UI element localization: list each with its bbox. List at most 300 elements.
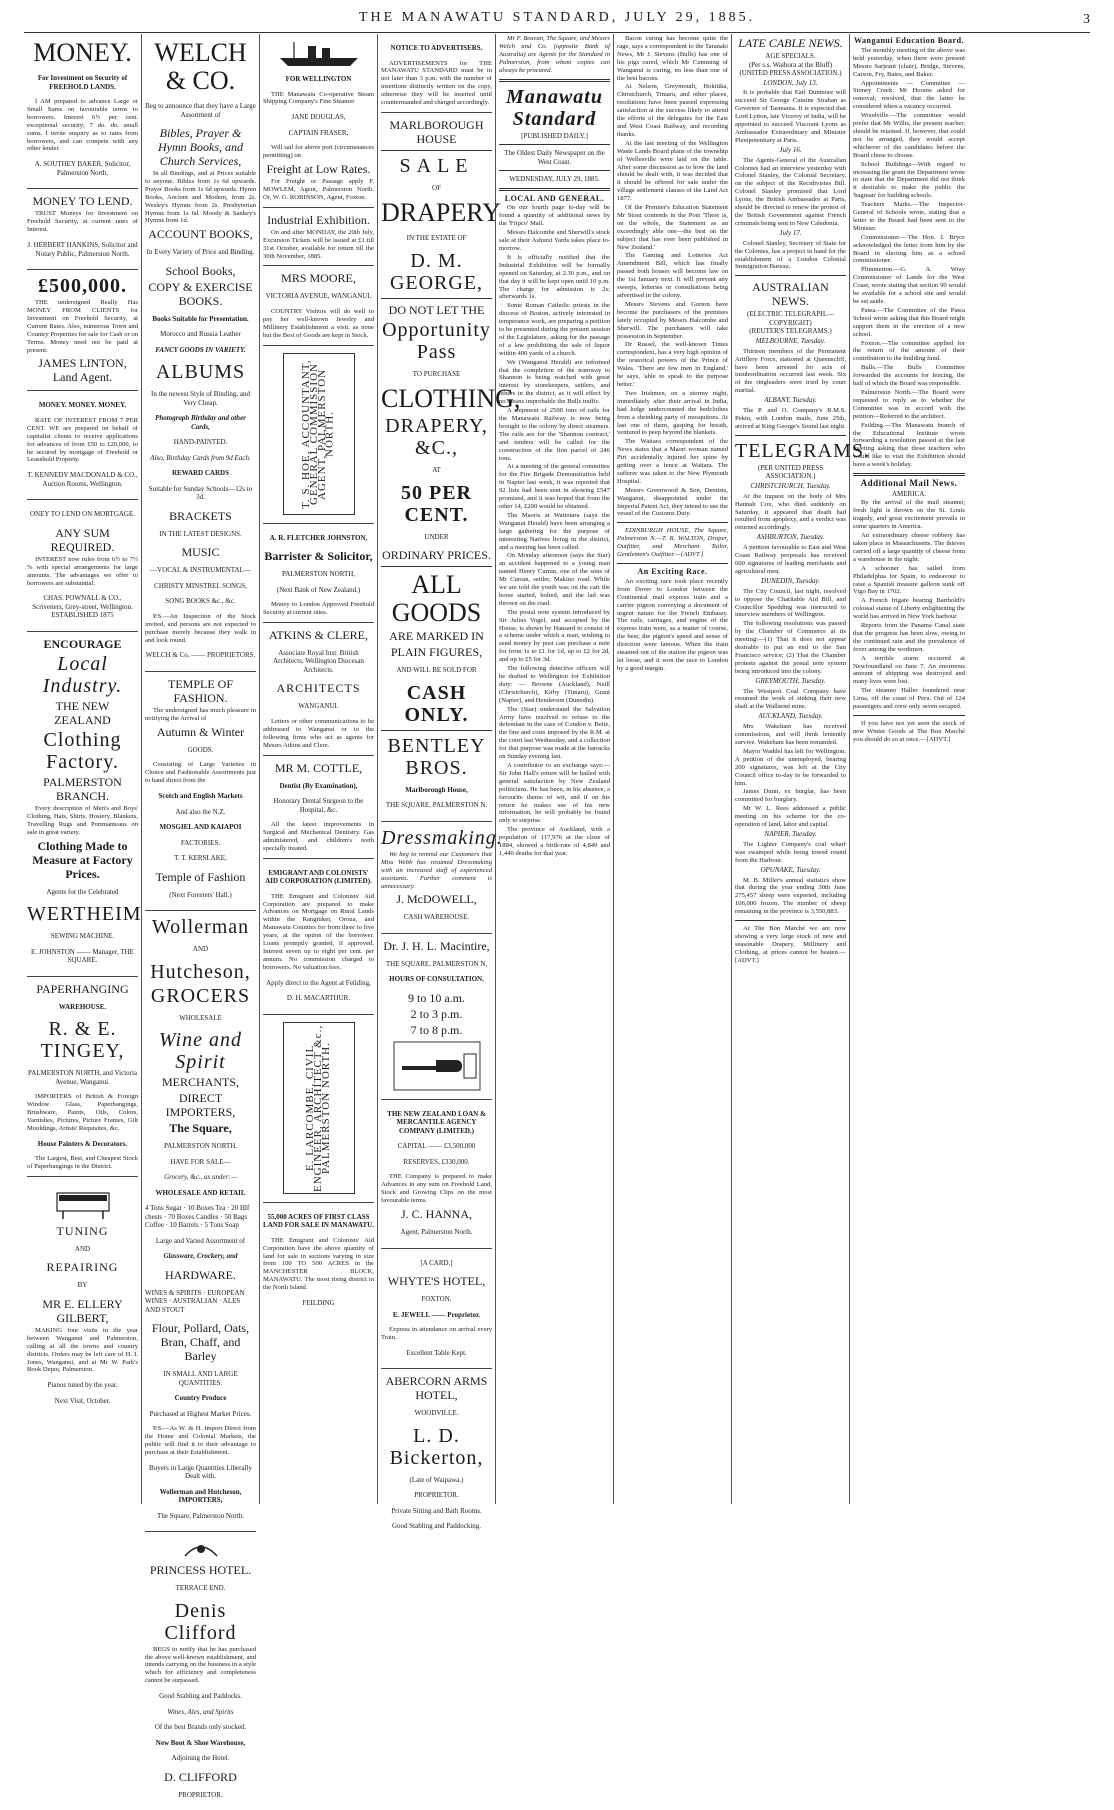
captain: CAPTAIN FRASER,	[288, 128, 349, 137]
wholesale: WHOLESALE	[179, 1013, 222, 1022]
education-board: Wanganui Education Board.	[853, 36, 965, 45]
news-8: Two Irishmen, on a stormy night, immediately after their arrival in India, had lodge undercounted the bedclothes from a shrinking party of mosquitoes. At last one of them, gasping for breath, ventured to peep beyond the blankets.	[617, 389, 728, 437]
welch-heading: WELCH & CO.	[154, 38, 247, 95]
proprietor: PROPRIETOR.	[178, 1790, 223, 1799]
denis-clifford: Denis Clifford	[164, 1599, 237, 1644]
board-6: Commissioner.—The Hon. J. Bryce acknowledged the letter from him by the Board in electing him as a school commissioner.	[853, 233, 965, 265]
napier-dateline: NAPIER, Tuesday.	[764, 829, 817, 838]
buyers: Buyers in Large Quantities Liberally Dealt with.	[149, 1463, 252, 1481]
money3-signature: T. KENNEDY MACDONALD & CO., Auction Rooms, Wellington.	[27, 471, 138, 488]
local-industry: Local Industry.	[42, 652, 123, 697]
emigrant-signature: D. H. MACARTHUR.	[286, 994, 351, 1003]
emigrant-ad	[263, 859, 374, 1015]
albums-sub: In the newest Style of Binding, and Very Cheap.	[151, 390, 250, 407]
cottle-body: All the latest improvements in Surgical and Mechanical Dentistry. Gas administered, and children's teeth specially treated.	[263, 821, 374, 852]
cottle-ad	[263, 756, 374, 859]
oldest: The Oldest Daily Newspaper on the West Coast.	[504, 149, 605, 166]
masthead-title: THE MANAWATU STANDARD, JULY 29, 1885.	[358, 10, 756, 25]
sewing-machine: SEWING MACHINE.	[50, 932, 115, 941]
masthead	[24, 10, 1090, 33]
news-9: The Waitara correspondent of the News states that a Maori woman named Piri accidentally injured her spine by getting over a fence at Waitara. The sufferer was taken to the New Plymouth Hospital.	[617, 438, 728, 485]
amount-ad	[27, 270, 138, 391]
local-1: On our fourth page to-day will be found a quantity of additional news by the 'Fripco' Mail.	[499, 204, 610, 228]
abercorn-ad	[381, 1369, 492, 1542]
have-for-sale: HAVE FOR SALE—	[170, 1157, 231, 1166]
song-books: SONG BOOKS &c., &c.	[165, 597, 236, 606]
local-6: A shipment of 2500 tons of rails for the Manawatu Railway is now being brought to the colony by direct steamers. The rails are for the 'Shannon contract,' and tenders will be called for the construction of the first parcel of 246 tons.	[499, 407, 610, 462]
melbourne-dateline: MELBOURNE, Tuesday.	[755, 336, 826, 345]
boot-shoe-sub: Adjoining the Hotel.	[171, 1754, 230, 1763]
col8-ad: If you have not yet seen the stock of new Winter Goods at The Bon Marché you should do so at once.—[ADVT.]	[853, 720, 965, 743]
news-5: The Gaming and Lotteries Act Amendment Bill, which has finally passed both houses will become law on the 1st January next. It will prevent any sweeps, lotteries or consultations being advertised in the colony.	[617, 252, 728, 299]
encourage: ENCOURAGE	[43, 636, 122, 651]
column-1	[24, 34, 142, 1504]
sold-for: AND WILL BE SOLD FOR	[396, 666, 477, 675]
macintire: Dr. J. H. L. Macintire,	[383, 938, 490, 953]
atkins-wanganui: WANGANUI.	[298, 702, 339, 711]
freight: Freight at Low Rates.	[266, 162, 371, 177]
cottle: MR M. COTTLE,	[274, 760, 363, 775]
tuning: TUNING	[56, 1223, 109, 1238]
account-books: ACCOUNT BOOKS,	[148, 227, 253, 242]
mortgage-ad	[27, 500, 138, 632]
larcombe-ad	[263, 1015, 374, 1203]
private-rooms: Private Sitting and Bath Rooms.	[391, 1506, 482, 1515]
ordinary-prices: ORDINARY PRICES.	[382, 548, 491, 563]
emigrant-apply: Apply direct to the Agent at Feilding,	[266, 978, 371, 987]
dunedin-dateline: DUNEDIN, Tuesday.	[761, 576, 820, 585]
notice-heading: NOTICE TO ADVERTISERS.	[390, 44, 483, 52]
board-12: Feilding.—The Manawatu branch of the Educational Institute wrote forwarding a resolution passed at the last meeting asking that those teachers who would like to visit the Exhibition should have a week's holiday.	[853, 421, 965, 469]
nz-also: And also the N.Z.	[175, 807, 226, 816]
telegram-4: The following resolutions was passed by the Chamber of Commerce at its meeting:—(1) That it does not appear desirable to put an end to the San Francisco service; (2) That the Chamber protests against the postal note system being introduced into the colony.	[735, 620, 846, 675]
country-produce: Country Produce	[174, 1394, 227, 1402]
wholesale-retail: WHOLESALE AND RETAIL	[155, 1188, 246, 1197]
to-purchase: TO PURCHASE	[412, 369, 461, 378]
cash-warehouse: CASH WAREHOUSE.	[403, 913, 470, 922]
column-5	[496, 34, 614, 1504]
decorators: House Painters & Decorators.	[37, 1139, 128, 1148]
wines-ales-sub: Of the best Brands only stocked.	[154, 1723, 247, 1732]
albany-dateline: ALBANY, Tuesday.	[764, 396, 817, 405]
local-7: At a meeting of the general committee for the Fire Brigade Demonstration held in Napier last week, it was reported that 92 lists had been sent in showing £547 promised, and it was hoped that from the other 14, £200 would be obtained.	[499, 463, 610, 510]
bibles: Bibles, Prayer & Hymn Books, and Church Services,	[158, 126, 243, 168]
flour: Flour, Pollard, Oats, Bran, Chaff, and Barley	[151, 1321, 250, 1363]
electric: (ELECTRIC TELEGRAPH.—COPYRIGHT)	[747, 310, 834, 327]
america: AMERICA.	[891, 489, 927, 498]
albums: ALBUMS	[155, 361, 246, 384]
express: Express in attendance on arrival every Train.	[381, 1326, 492, 1341]
under: UNDER	[424, 532, 449, 541]
all-goods: ALL GOODS	[391, 570, 482, 628]
paperhanging: PAPERHANGING	[36, 981, 129, 996]
late-cable: LATE CABLE NEWS.	[738, 36, 843, 50]
waihora: (Per s.s. Waihora at the Bluff)	[748, 60, 833, 69]
hanna: J. C. HANNA,	[400, 1207, 472, 1222]
ps: P.S.—As W. & H. Import Direct from the Home and Colonial Markets, the public will find it to their advantage to purchase at their Establishment.	[145, 1425, 256, 1456]
for-wellington: FOR WELLINGTON	[285, 75, 352, 83]
cable-5: The P. and O. Company's R.M.S. Pekin, with London mails, June 25th, arrived at King George's Sound last night.	[735, 407, 846, 430]
lend-ad	[27, 189, 138, 270]
board-4: School Buildings—With regard to increasing the grant the Department wrote to state that the Department did not think it desirable to make the public the 'bagman' for building schools.	[853, 160, 965, 200]
next-visit: Next Visit, October.	[54, 1396, 111, 1405]
any-sum-body: INTEREST now rules from 6½ to 7½ % with special arrangements for large amounts. The advantages we offer to borrowers are substantial.	[27, 555, 138, 587]
drapery2: DRAPERY, &C.,	[385, 415, 488, 460]
local-14: The province of Auckland, with a population of 117,976 at the close of 1884, showed a birth-rate of 4,849 and 1,440 deaths for that year.	[499, 826, 610, 857]
moore-body: COUNTRY Visitors will do well to pay her well-known Jewelry and Millinery Establishment a visit, as none but the Best of Goods are kept in Stock.	[263, 307, 374, 339]
temple2: Temple of Fashion	[155, 869, 246, 884]
atkins-sub: Associate Royal Inst. British Architects, Wellington Diocesan Architects.	[273, 648, 364, 674]
america-1: By the arrival of the mail steamer, fresh light is thrown on the St. Louis tragedy, and great excitement prevails in some quarters in America.	[853, 499, 965, 531]
marlborough-ad	[381, 113, 521, 822]
opportunity: Opportunity Pass	[382, 318, 491, 363]
gilbert-body: MAKING four visits in the year between Wanganui and Palmerston, calling at all the towns and country districts. Orders may be left care of H. I. Jones, Wanganui, and at Mr W. Park's Book Depot, Palmerston.	[27, 1326, 138, 1374]
loan-body: THE Company is prepared to make Advances in any sum on Freehold Land, Stock and Growing Clips on the most favourable terms.	[381, 1173, 492, 1205]
bickerton: L. D. Bickerton,	[389, 1424, 484, 1469]
money3-heading: MONEY. MONEY. MONEY.	[38, 401, 127, 410]
paperhanging-ad	[27, 977, 138, 1177]
denis-body: BEGS to notify that he has purchased the above well-known establishment, and intends carrying on the business in a style which for efficiency and completeness cannot be surpassed.	[145, 1645, 256, 1685]
brackets-sub: IN THE LATEST DESIGNS.	[159, 529, 242, 538]
barrister: Barrister & Solicitor,	[264, 549, 373, 564]
board-5: Teachers Marks.—The Inspector-General of Schools wrote, stating that a letter to the Board had been sent to the Minister.	[853, 201, 965, 232]
tuning-and: AND	[74, 1244, 91, 1253]
edinburgh-ad: EDINBURGH HOUSE, The Square, Palmerston N.—T. R. WALTON, Draper, Outfitter, and Merchant Tailor, Gentlemen's Outfitter.—[ADVT.]	[617, 527, 728, 559]
america-2: An extraordinary cheese robbery has taken place in Massachusetts. The thieves carried off a large quantity of cheese from a warehouse in the night.	[853, 532, 965, 563]
loan-ad	[381, 1100, 492, 1249]
emigrant-heading: EMIGRANT AND COLONISTS' AID CORPORATION (LIMITED).	[265, 868, 372, 886]
atkins: ATKINS & CLERE,	[269, 627, 368, 642]
steamer-intro: THE Manawatu Co-operative Steam Shipping Company's Fine Steamer	[263, 90, 374, 106]
local-9: On Monday afternoon (says the Star) an accident happened to a young man named Henry Curran, one of the sons of Mr Curran, settler, Makino road. While we are told the youth was on the cart the horse started, bolted, and the lad was thrown on the road.	[499, 552, 610, 607]
stock: The Largest, Best, and Cheapest Stock of Paperhangings in the District.	[27, 1155, 138, 1171]
page-number: 3	[1083, 12, 1090, 27]
fletcher-sub: (Next Bank of New Zealand.)	[276, 585, 361, 594]
local-5: We (Wanganui Herald) are informed that the completion of the tramway to Shannon is being watched with great interest by storekeepers, settlers, and others in the district, as it will effect by no means improbable the Bulls traffic.	[499, 358, 610, 406]
welch-signature: WELCH & Co. —— PROPRIETORS.	[145, 651, 256, 660]
direct-importers: DIRECT IMPORTERS,	[165, 1091, 236, 1119]
clothing-factory-ad	[27, 632, 142, 977]
passage: For Freight or Passage apply F. MOWLEM, Agent, Palmerston North. Or, W. G. ROBINSON, Agent, Foxton.	[263, 178, 374, 201]
piano-icon	[53, 1183, 113, 1221]
hoe-ad	[263, 346, 374, 524]
hours-2: 2 to 3 p.m.	[410, 1006, 463, 1021]
branch-body: Every description of Men's and Boys' Clothing, Hats, Shirts, Hosiery, Blankets, Travelling Rugs and Portmanteaus on sale in great variety.	[27, 804, 138, 836]
the-square: The Square,	[169, 1121, 232, 1135]
exhibition-ad	[263, 208, 374, 267]
larcombe-box-text: E. LARCOMBE, CIVIL ENGINEER, ARCHITECT &c., PALMERSTON NORTH.	[303, 1024, 332, 1192]
column-6	[614, 34, 732, 1504]
inspection: P.S.—An Inspection of the Stock invited, and persons are not expected to purchase merely because they walk in and look round.	[145, 612, 256, 644]
bentley-house: Marlborough House,	[405, 785, 468, 794]
board-11: Palmerston North.—The Board were requested to reply as to whether the Committee was in accord with the petition—Referred to the architect.	[853, 388, 965, 420]
local-12: The (Star) understand the Salvation Army have resolved to refuse to the defendant in the case of Condon v. Beitz, the fine and costs imposed by the R.M. at the court last Wednesday, and a collection for that purpose was made at the barracks on Sunday evening last.	[499, 705, 610, 761]
news-3: At the last meeting of the Wellington Waste Lands Board plans of the township of Wellesville were laid on the table. After some discussion as to how the land should be dealt with, it was decided that it should be offered for sale under the village settlement clauses of the Land Act 1877.	[617, 139, 728, 203]
waipawa: (Late of Waipawa.)	[409, 1475, 464, 1484]
palmerston-north: PALMERSTON NORTH.	[163, 1142, 238, 1150]
account-sub: In Every Variety of Price and Binding.	[146, 248, 255, 257]
lend-body: TRUST Moneys for Investment on Freehold Security, at current rates of Interest.	[27, 210, 138, 234]
news-10: Messrs Greenwood & Son, Dentists, Wanganui, disappointed under the Imperial Patent Act, they intend to use the vessel of the Customs Duty.	[617, 486, 728, 518]
abercorn-proprietor: PROPRIETOR.	[414, 1491, 459, 1500]
copy-books: COPY & EXERCISE BOOKS.	[148, 279, 253, 308]
dont: DO NOT LET THE	[388, 302, 485, 317]
feilding: FEILDING	[302, 1299, 335, 1308]
repairing: REPAIRING	[46, 1260, 119, 1275]
money-heading: MONEY.	[33, 38, 132, 67]
local-8: The Maoris at Waitotara (says the Wanganui Herald) have been arranging a large gathering for the purpose of interesting Natives living in the district, and a meeting has been called.	[499, 511, 610, 551]
reward-sub: Suitable for Sunday Schools—12s to 3d.	[148, 484, 253, 502]
reuter: (REUTER'S TELEGRAMS.)	[749, 327, 832, 336]
telegram-6: Mrs Wakeham has received commissions, and will think leniently survive. Wakeham has been remanded.	[735, 723, 846, 746]
mrs-moore: MRS MOORE,	[281, 271, 356, 286]
reward-cards: REWARD CARDS	[172, 469, 229, 478]
cable-1: It is probable that Earl Dunmore will succeed Sir George Cumine Strahan as Governor of Tasmania. It is expected that Lord Lytton, late Viceroy of India, will be appointed to succeed Viscount Lyons as Ambassador Extraordinary and Minister Plenipotentiary at Paris.	[735, 89, 846, 144]
assorted: Large and Varied Assortment of	[155, 1236, 246, 1245]
grocery-list: 4 Tons Sugar · 10 Boxes Tea · 20 Hlf chests · 70 Boxes Candles · 50 Bags Coffee · 10 Barrels · 5 Tons Soap	[145, 1204, 250, 1229]
drapery: DRAPERY	[381, 198, 501, 228]
temple-body: The undersigned has much pleasure in notifying the Arrival of	[145, 706, 256, 722]
amount-signature: JAMES LINTON, Land Agent.	[38, 356, 127, 385]
steamship-icon	[274, 40, 364, 68]
mortgage-heading: ONEY TO LEND ON MORTGAGE.	[29, 510, 136, 519]
atkins-ad	[263, 623, 374, 756]
wines-ales: Wines, Ales, and Spirits	[167, 1707, 234, 1716]
hours-1: 9 to 10 a.m.	[408, 990, 465, 1005]
music-sub: —VOCAL & INSTRUMENTAL—	[150, 566, 251, 575]
agents: Agents for the Celebrated	[46, 887, 119, 896]
new-zealand: THE NEW ZEALAND	[54, 698, 111, 727]
hoe-box-text: T. S. HOE, ACCOUNTANT, GENERAL COMMISSION AGENT, PALMERSTON NORTH.	[299, 358, 336, 509]
school-books: School Books,	[165, 263, 236, 278]
board-3: Woodville.—The committee would prefer that Mr Willis, the present teacher, should be retained. If, however, that could not be arranged, they would accept whichever of the candidates before the Board chose to choose.	[853, 112, 965, 159]
telegram-5: The Westport Coal Company have resumed the work of sinking their new shaft at the Wallsend mine.	[735, 687, 846, 711]
flour-sub: IN SMALL AND LARGE QUANTITIES.	[163, 1370, 238, 1387]
table: Excellent Table Kept.	[406, 1348, 467, 1357]
board-7: Plimmerton.—G. A. Wray Commissioner of Lands for the West Coast, wrote stating that section 90 would be available for a school site and would be set aside.	[853, 266, 965, 305]
dentist: Dentist (By Examination),	[279, 781, 358, 790]
macintire-address: THE SQUARE, PALMERSTON N.	[385, 959, 488, 968]
autumn-winter: Autumn & Winter	[156, 724, 245, 739]
tingey: R. & E. TINGEY,	[40, 1018, 125, 1063]
brackets: BRACKETS	[169, 508, 232, 523]
board-2: Appointments — Committee — Stoney Creek: Mr Hoonie asked for removal; resolved, that the latter be considered when a vacancy occurred.	[853, 79, 965, 111]
board-1: The monthly meeting of the above was held yesterday, when there were present Messrs Sarjeant (chair), Bridge, Stevens, Carson, Fry, Bates, and Baker.	[853, 46, 965, 78]
telegram-8: James Dunn, ex burglar, has been committed for burglary.	[735, 788, 846, 804]
wellington-steamer-ad	[263, 34, 374, 208]
exciting-race: An Exciting Race.	[637, 567, 708, 576]
telegram-7: Mayor Waddel has left for Wellington. A petition of the unemployed, bearing 200 signatures, was left at the City Council office to-day to be forwarded to him.	[735, 747, 846, 787]
christy: CHRISTY MINSTREL SONGS,	[154, 581, 247, 590]
column-7	[732, 34, 870, 1504]
published-daily: [PUBLISHED DAILY.]	[521, 131, 588, 140]
race-body: An exciting race took place recently from Dover to London between the Continental mail express train and a carrier pigeon conveying a document of urgent nature for the French Embassy. The rails, carriages, and engine of the express train were, as a matter of course, the best; the pigeon's speed and sense of direction were famous. When the train steamed out of the station the pigeon was let loose, and it won the race to London by a good margin.	[617, 577, 728, 672]
cable-4: Thirteen members of the Permanent Artillery Force, stationed at Queenscliff, have been arrested for acts of insubordination occurred last week. Six of the ringleaders were tried by court martial.	[735, 347, 846, 395]
sail-info: Will sail for above port (circumstances permitting) on	[263, 144, 374, 160]
manager: E. JOHNSTON —— Manager, THE SQUARE.	[31, 947, 134, 965]
news-4: Of the Premier's Education Statement Mr Stout contends in the Post 'There is, on the whole, the Statement as an exceedingly able one—the best on the subject that has ever been published in New Zealand.'	[617, 204, 728, 251]
goods: GOODS.	[187, 745, 214, 754]
temple2-sub: (Next Foresters' Hall.)	[169, 890, 232, 899]
news-7: Dr Russel, the well-known Times correspondent, has a very high opinion of the oratorical powers of the Prince of Wales. 'There are few men in England,' he says, 'able to speak to the purpose better.'	[617, 341, 728, 388]
princess-hotel: PRINCESS HOTEL.	[149, 1563, 252, 1578]
dressmaking-body: We beg to remind our Customers that Miss Webb has resumed Dressmaking with an increased staff of experienced assistants. Further comment is unnecessary.	[381, 850, 492, 890]
fletcher-ad	[263, 524, 374, 623]
australian-news: AUSTRALIAN NEWS.	[752, 280, 829, 309]
loan-heading: THE NEW ZEALAND LOAN & MERCANTILE AGENCY COMPANY (LIMITED.)	[387, 1109, 486, 1135]
hanna-sub: Agent, Palmerston North.	[400, 1228, 473, 1237]
marlborough: MARLBOROUGH HOUSE	[389, 117, 484, 146]
industrial-exhibition: Industrial Exhibition.	[267, 212, 370, 227]
tingey-address: PALMERSTON NORTH, and Victoria Avenue, Wanganui.	[27, 1069, 138, 1086]
purchased: Purchased at Highest Market Prices.	[149, 1409, 252, 1418]
sale: SALE	[399, 154, 474, 177]
amount-heading: £500,000.	[38, 275, 127, 298]
scotch-english: Scotch and English Markets	[158, 792, 243, 800]
tuning-by: BY	[77, 1281, 88, 1290]
wollerman-ad	[145, 911, 256, 1532]
bentley-address: THE SQUARE, PALMERSTON N.	[385, 801, 488, 810]
bon-marche-ad: At The Bon Marché we are now showing a very large stock of new and seasonable Drapery, Millinery and Clothing, at prices cannot be beaten.—[ADVT.]	[735, 925, 846, 964]
fletcher-money: Money to London Approved Freehold Security at current rates.	[263, 601, 374, 616]
temple-ad	[145, 672, 256, 911]
emigrant-body: THE Emigrant and Colonists' Aid Corporation are prepared to make Advances on Mortgage on Rural Lands within the Rangitikei, Oroua, and Manawatu Counties for from three to five years, at the option of the borrower. Loans promptly granted, if approved. Interest seven up to eight per cent. per annum. No commission charged to borrowers. No valuation fees.	[263, 892, 374, 971]
dressmaking: Dressmaking.	[381, 826, 503, 849]
presentation: Books Suitable for Presentation.	[152, 314, 249, 323]
bibles-body: In all Bindings, and at Prices suitable to anyone. Bibles from 1s 6d upwards. Prayer Books from 1s 6d upwards. Hymn Books, Ancient and Modern, from 2s. Wesley's Hymns from 2s. Presbyterian Hymns from 1s 6d. Moody & Sankey's Hymns from 1d.	[145, 170, 256, 225]
welch-ad	[145, 34, 256, 672]
capital: CAPITAL —— £3,500,000	[397, 1142, 476, 1151]
wertheim: WERTHEIM	[27, 903, 142, 926]
america-5: Reports from the Panama Canal state that the progress has been slow, owing to the continued rain and the prevalence of fever among the workmen.	[853, 622, 965, 653]
jewell: E. JEWELL —— Proprietor.	[392, 1310, 481, 1319]
additional-mail: Additional Mail News.	[860, 478, 958, 489]
architects: ARCHITECTS	[276, 681, 361, 696]
lend-heading: MONEY TO LEND.	[32, 194, 133, 209]
hardware: HARDWARE.	[165, 1267, 236, 1282]
whyte-ad	[381, 1249, 492, 1370]
telegram-1: At the inquest on the body of Mrs Hannah Cox, who died suddenly on Saturday, it appeared that death had resulted from apoplexy, and a verdict was returned accordingly.	[735, 492, 846, 532]
industrial-body: On and after MONDAY, the 20th July, Excursion Tickets will be issued at £1 till 31st October, available for return till the 30th November, 1885.	[263, 228, 374, 260]
stabling: Good Stabling and Paddocks.	[159, 1692, 242, 1701]
money3-body: RATE OF INTEREST FROM 7 PER CENT. WE are prepared on behalf of capitalist clients to receive applications for advances of from £50 to £20,000, to be secured by mortgage of Freehold or Leasehold Property.	[27, 416, 138, 464]
money-ad	[27, 34, 138, 189]
local-3: It is officially notified that the Industrial Exhibition will be formally opened on Saturday, at 2.30 p.m., and on that day it will be kept open until 10 p.m. The charge for admission is 2s; afterwards 1s.	[499, 253, 610, 301]
columns	[24, 34, 1090, 1799]
reserves: RESERVES, £330,000.	[403, 1157, 470, 1166]
local-4: Some Roman Catholic priests in the diocese of Boston, actively interested in temperance work, are preparing a petition to be presented during the present session of the Legislature, asking for the passage of a law prohibiting the sale of liquor within 400 yards of a church.	[499, 302, 610, 357]
board-8: Patea.—The Committee of the Patea School wrote asking that this Board might support them in the erection of a new school.	[853, 306, 965, 338]
mcdowell: J. McDOWELL,	[396, 892, 477, 907]
moore-address: VICTORIA AVENUE, WANGANUI.	[265, 292, 372, 301]
marked: ARE MARKED IN	[389, 629, 484, 644]
george: D. M. GEORGE,	[389, 249, 484, 294]
notice-ad	[381, 34, 492, 113]
telegram-3: The City Council, last night, resolved to oppose the Charitable Aid Bill, and Councillor Spedding was instructed to interview members of Wellington.	[735, 587, 846, 619]
board-10: Bulls.—The Bulls Committee forwarded the accounts for fencing, the half of which the Board was responsible.	[853, 364, 965, 388]
money-money-ad	[27, 391, 138, 500]
pianos-tuned: Pianos tuned by the year.	[47, 1381, 118, 1390]
london-dateline: LONDON, July 13.	[763, 78, 818, 87]
wollerman-and: AND	[192, 945, 209, 953]
cash-only: CASH ONLY.	[404, 681, 469, 726]
atkins-body: Letters or other communications to be addressed to Wanganui or to the following firms who act as agents for Messrs Atkins and Clere.	[263, 717, 374, 749]
factories: FACTORIES.	[180, 838, 221, 847]
goods-body: Consisting of Large Varieties in Choice and Fashionable Assortments just to hand direct from the	[145, 761, 256, 785]
america-3: A schooner has sailed from Philadelphia for Spain, to endeavour to raise a Spanish treasure galleon sunk off Vigo Bay in 1702.	[853, 564, 965, 596]
welch-intro: Beg to announce that they have a Large Assortment of	[145, 102, 256, 119]
any-sum-signature: CHAS. POWNALL & CO., Scriveners, Grey-street, Wellington. ESTABLISHED 1875	[32, 594, 133, 620]
local-2: Messrs Halcombe and Sherwill's stock sale at their Ashurst Yards takes place to-morrow.	[499, 229, 610, 252]
telegrams: TELEGRAMS.	[735, 439, 870, 462]
news-2: At Nelson, Greymouth, Hokitika, Christchurch, Timaru, and other places, resolutions have been passed expressing satisfaction at the success likely to attend the efforts of the delegates for the East and West Coast Railway, and recording thanks.	[617, 83, 728, 138]
plain-figures: PLAIN FIGURES,	[390, 645, 483, 660]
hours-3: 7 to 8 p.m.	[410, 1022, 463, 1037]
dressmaking-ad	[381, 822, 503, 934]
clothing-factory: Clothing Factory.	[43, 728, 122, 773]
issue-date: WEDNESDAY, JULY 29, 1885.	[509, 175, 600, 184]
clifford: D. CLIFFORD	[164, 1769, 237, 1784]
photo-cards: Photograph Birthday and other Cards,	[155, 414, 246, 431]
macintire-ad	[381, 934, 492, 1100]
merchants: MERCHANTS,	[161, 1075, 239, 1089]
branch: PALMERSTON BRANCH.	[43, 774, 122, 803]
at: AT	[432, 466, 441, 475]
america-6: A terrible storm occurred at Newfoundland on June 7. An enormous amount of shipping was destroyed and many lives were lost.	[853, 654, 965, 686]
wines-list: WINES & SPIRITS · EUROPEAN WINES · AUSTRALIAN · ALES AND STOUT	[145, 1288, 245, 1314]
any-sum-heading: ANY SUM REQUIRED.	[50, 525, 115, 554]
larcombe-box	[283, 1022, 355, 1194]
acres-body: THE Emigrant and Colonists' Aid Corporation have the above quantity of land for sale in sections varying in size from 100 TO 500 ACRES in the MANCHESTER BLOCK, MANAWATU. The most rising district in the North Island.	[263, 1236, 374, 1292]
lend-signature: J. HERBERT HANKINS, Solicitor and Notary Public, Palmerston North.	[27, 241, 138, 258]
local-general: LOCAL AND GENERAL.	[504, 193, 605, 203]
telegram-11: M. B. Miller's annual statistics show that during the year ending 30th June 275,457 sheep were exported, including 106,000 frozen. The number of sheep remaining in the province is 3,550,883.	[735, 876, 846, 916]
pointing-hand-icon	[392, 1040, 482, 1092]
local-11: The following detective officers will be drafted to Wellington for Exhibition duty: — Browne (Auckland), Neill (Christchurch), Kirby (Timaru), Grant (Napier), and Henderson (Dunedin).	[499, 665, 610, 704]
july16-dateline: July 16.	[779, 145, 802, 154]
hutcheson: Hutcheson,	[150, 960, 251, 983]
fancy-goods: FANCY GOODS IN VARIETY.	[155, 345, 246, 354]
news-1: Bacon curing has become quite the rage, says a correspondent to the Taranaki News, Mr J. Stevens (Bulls) has one of his pigs cured, which Mr Cumming of Wanganui is curing, no less than one of the best bacons.	[617, 35, 728, 82]
tuning-ad	[27, 1177, 138, 1416]
mosgiel: MOSGIEL AND KAIAPOI	[159, 823, 242, 831]
press-assoc: (UNITED PRESS ASSOCIATION.)	[739, 69, 842, 77]
importers-sub: The Square, Palmerston North.	[157, 1511, 244, 1520]
hand-painted: HAND-PAINTED.	[173, 438, 228, 447]
gilbert: MR E. ELLERY GILBERT,	[42, 1296, 123, 1325]
grocers: GROCERS	[150, 984, 251, 1007]
foxton: FOXTON.	[421, 1295, 452, 1304]
money-signature: A. SOUTHEY BAKER, Solicitor, Palmerston North.	[34, 160, 131, 177]
agents-notice: Mr F. Beavan, The Square, and Messrs Welch and Co. (opposite Bank of Australia) are Agents for the Standard in Palmerston, from whom copies can always be procured.	[499, 35, 610, 74]
wollerman: Wollerman	[151, 916, 250, 938]
clothing: CLOTHING,	[381, 384, 521, 414]
woodville: WOODVILLE.	[414, 1409, 459, 1418]
glassware: Glassware, Crockery, and	[163, 1252, 238, 1260]
princess-hotel-ad	[145, 1532, 256, 1810]
cable-3: Colonel Stanley, Secretary of State for the Colonies, has a project in hand for the establishment of a London Colonial Immigration Bureau.	[735, 239, 846, 271]
america-7: The steamer Haller foundered near Lima, off the coast of Peru. Out of 124 passengers and crew only seven escaped.	[853, 687, 965, 711]
wine-spirit: Wine and Spirit	[159, 1029, 242, 1073]
column-3	[260, 34, 378, 1504]
paper-title: Manawatu Standard	[506, 85, 603, 130]
moore-ad	[263, 266, 374, 345]
morocco: Morocco and Russia Leather	[160, 330, 241, 339]
cottle-sub: Honorary Dental Surgeon to the Hospital, &c.	[273, 797, 364, 814]
column-2	[142, 34, 260, 1799]
age-specials: AGE SPECIALS.	[765, 52, 816, 60]
cable-2: The Agents-General of the Australian Colonies had an interview yesterday with Colonel Stanley, the Colonial Secretary, on the subject of the Recidivistes Bill. Colonel Stanley promised that Lord Lyons, the British Ambassador at Paris, should be directed to renew the protest of the British Government against French criminals being sent to New Caledonia.	[735, 156, 846, 227]
